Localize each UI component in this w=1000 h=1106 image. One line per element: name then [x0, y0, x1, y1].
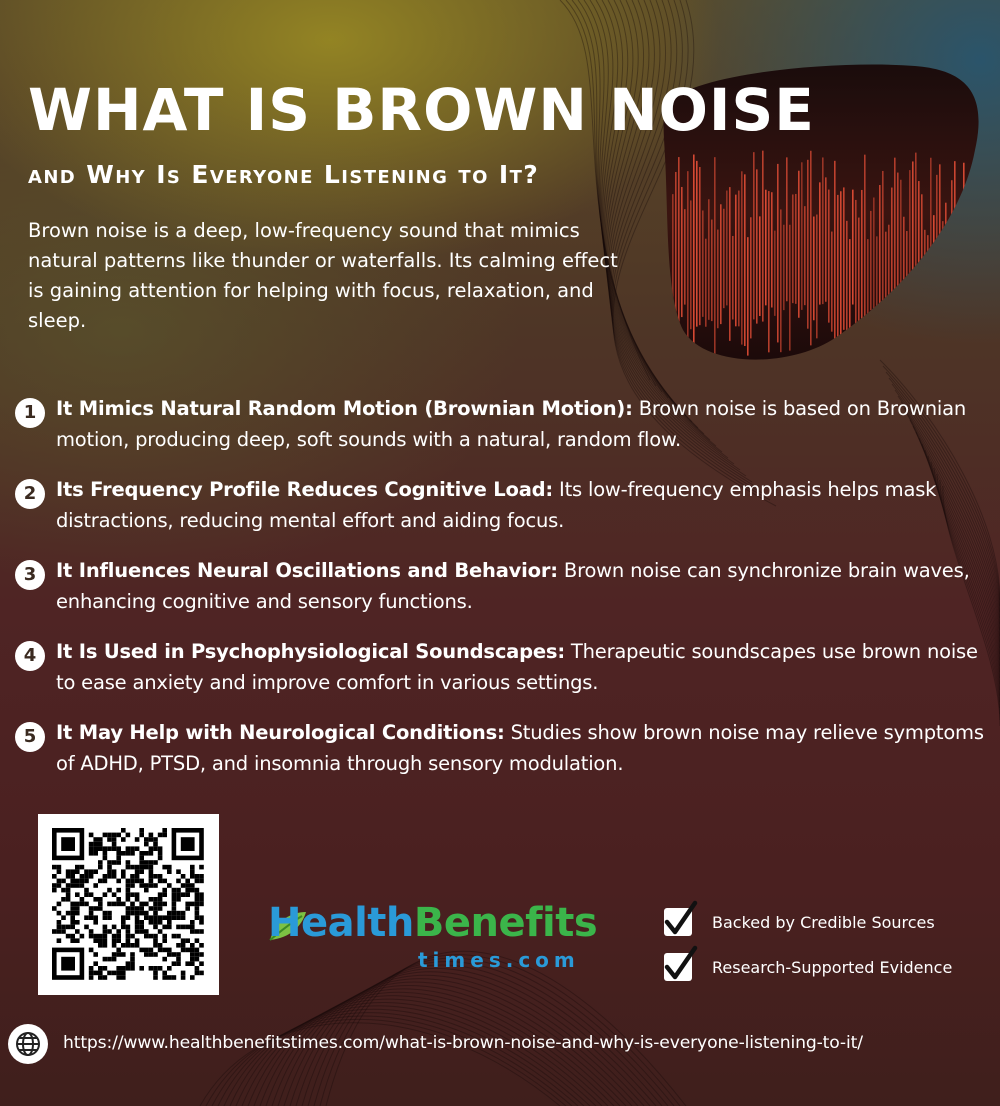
logo-benefits: Benefits	[413, 900, 598, 946]
badge-credible-sources	[664, 905, 935, 939]
logo-health: Health	[268, 900, 414, 946]
logo-times: times.com	[418, 948, 580, 972]
badge-label: Research-Supported Evidence	[712, 957, 953, 977]
qr-code-icon[interactable]	[38, 814, 219, 995]
point-text: Studies show brown noise may relieve symptoms of ADHD, PTSD, and insomnia through sensory modulation.	[56, 721, 984, 775]
badge-research-evidence	[664, 950, 952, 984]
number-badge: 2	[15, 479, 45, 509]
point-heading: It Is Used in Psychophysiological Soundscapes:	[56, 640, 565, 663]
checkmark-icon	[664, 908, 692, 936]
number-badge: 5	[15, 722, 45, 752]
number-badge: 1	[15, 398, 45, 428]
checkmark-icon	[664, 953, 692, 981]
point-heading: It May Help with Neurological Conditions:	[56, 721, 505, 744]
list-item	[15, 393, 990, 474]
point-text: Its low-frequency emphasis helps mask distractions, reducing mental effort and aiding focus.	[56, 478, 937, 532]
source-url-link[interactable]: https://www.healthbenefitstimes.com/what-is-brown-noise-and-why-is-everyone-listening-to-it/	[63, 1033, 863, 1053]
globe-icon	[8, 1024, 48, 1064]
list-item	[15, 636, 990, 717]
list-item	[15, 717, 990, 798]
number-badge: 3	[15, 560, 45, 590]
list-item	[15, 474, 990, 555]
point-heading: It Influences Neural Oscillations and Behavior:	[56, 559, 558, 582]
point-heading: Its Frequency Profile Reduces Cognitive Load:	[56, 478, 554, 501]
point-text: Therapeutic soundscapes use brown noise to ease anxiety and improve comfort in various settings.	[56, 640, 978, 694]
health-benefits-times-logo	[268, 900, 628, 980]
intro-paragraph: Brown noise is a deep, low-frequency sound that mimics natural patterns like thunder or waterfalls. Its calming effect is gaining attention for helping with focus, relaxation, and sleep.	[28, 219, 618, 332]
list-item	[15, 555, 990, 636]
number-badge: 4	[15, 641, 45, 671]
point-text: Brown noise is based on Brownian motion, producing deep, soft sounds with a natural, random flow.	[56, 397, 967, 451]
page-subtitle: and Why Is Everyone Listening to It?	[28, 160, 540, 189]
badge-label: Backed by Credible Sources	[712, 912, 935, 932]
page-title: WHAT IS BROWN NOISE	[28, 76, 815, 144]
point-text: Brown noise can synchronize brain waves, enhancing cognitive and sensory functions.	[56, 559, 970, 613]
point-heading: It Mimics Natural Random Motion (Brownian Motion):	[56, 397, 633, 420]
benefit-list	[15, 393, 990, 798]
